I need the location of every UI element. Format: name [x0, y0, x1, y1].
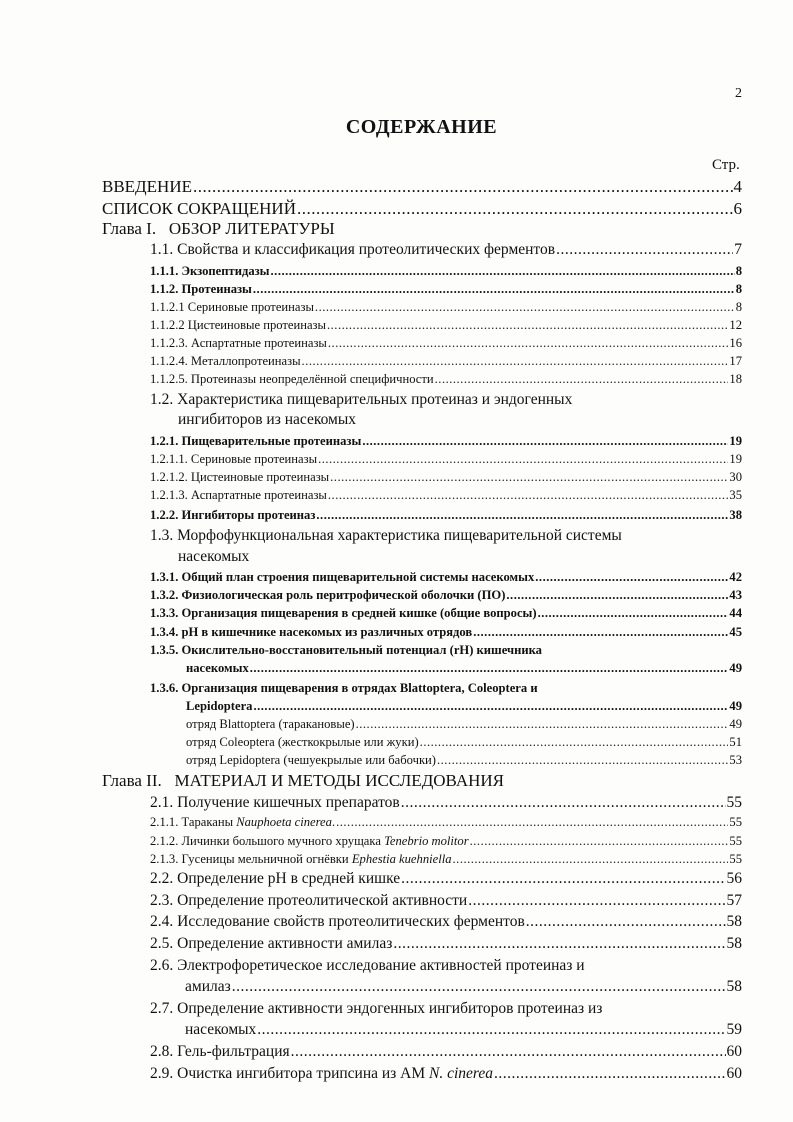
- toc-entry-1-1-2-4[interactable]: [150, 354, 742, 369]
- toc-entry-text: 1.2.1.2. Цистеиновые протеиназы: [150, 470, 330, 484]
- toc-entry-1-3-2[interactable]: [150, 588, 742, 603]
- toc-entry-text: 1.3.3. Организация пищеварения в средней кишке (общие вопросы): [150, 606, 537, 620]
- toc-entry-1-1-2-5[interactable]: [150, 372, 742, 387]
- toc-entry-text: Lepidoptera: [186, 699, 253, 713]
- toc-entry-text: насекомых: [186, 661, 249, 675]
- toc-entry-1-2-1-3[interactable]: [150, 488, 742, 503]
- toc-entry-2-1-3[interactable]: [150, 852, 742, 867]
- toc-entry-page: 7: [734, 241, 742, 258]
- toc-entry-text: отряд Lepidoptera (чешуекрылые или бабочки): [186, 753, 436, 767]
- toc-entry-text: 2.3. Определение протеолитической активности: [150, 892, 468, 909]
- toc-entry-text: 2.2. Определение pH в средней кишке: [150, 870, 401, 887]
- toc-entry-page: 19: [729, 434, 742, 448]
- toc-entry-text: 2.8. Гель-фильтрация: [150, 1043, 290, 1060]
- toc-entry-2-8[interactable]: [150, 1043, 742, 1061]
- toc-entry-1-3-5-line1[interactable]: 1.3.5. Окислительно-восстановительный потенциал (rH) кишечника: [150, 643, 542, 657]
- toc-entry-text: 1.1.2.3. Аспартатные протеиназы: [150, 336, 327, 350]
- toc-entry-page: 4: [733, 177, 742, 196]
- toc-entry-2-9[interactable]: [150, 1065, 742, 1083]
- toc-entry-1-2-2[interactable]: [150, 508, 742, 523]
- species-name: N. cinerea: [429, 1065, 494, 1082]
- toc-entry-2-1-2[interactable]: [150, 834, 742, 849]
- toc-entry-text: 1.1. Свойства и классификация протеолитических ферментов: [150, 241, 556, 258]
- toc-entry-1-3-line2[interactable]: насекомых: [178, 548, 250, 565]
- toc-entry-page: 8: [735, 264, 742, 278]
- toc-entry-1-2-1-2[interactable]: [150, 470, 742, 485]
- toc-entry-text: 1.3.4. pH в кишечнике насекомых из различных отрядов: [150, 625, 473, 639]
- toc-entry-1-3-4[interactable]: [150, 625, 742, 640]
- toc-entry-text: 1.1.2.4. Металлопротеиназы: [150, 354, 301, 368]
- chapter-1-heading: Глава I. ОБЗОР ЛИТЕРАТУРЫ: [102, 219, 335, 238]
- toc-entry-text: 1.2.1.3. Аспартатные протеиназы: [150, 488, 327, 502]
- toc-entry-order-coleoptera[interactable]: [186, 735, 742, 750]
- toc-entry-2-6[interactable]: [185, 978, 742, 996]
- toc-entry-2-1[interactable]: [150, 794, 742, 812]
- page-title: СОДЕРЖАНИЕ: [345, 116, 498, 138]
- toc-entry-page: 58: [726, 913, 742, 930]
- toc-entry-page: 8: [735, 282, 742, 296]
- toc-entry-1-1[interactable]: [150, 241, 742, 259]
- toc-entry-text: СПИСОК СОКРАЩЕНИЙ: [102, 199, 296, 218]
- toc-entry-page: 49: [729, 699, 742, 713]
- toc-entry-page: 19: [729, 452, 742, 466]
- toc-entry-text: 2.1.2. Личинки большого мучного хрущака Tenebrio molitor: [150, 834, 469, 848]
- toc-entry-2-1-1[interactable]: [150, 815, 742, 830]
- toc-entry-text: 1.1.2. Протеиназы: [150, 282, 252, 296]
- toc-entry-1-3-6-line1[interactable]: 1.3.6. Организация пищеварения в отрядах Blattoptera, Coleoptera и: [150, 681, 538, 695]
- toc-entry-page: 49: [729, 661, 742, 675]
- toc-entry-page: 56: [726, 870, 742, 887]
- toc-entry-page: 44: [729, 606, 742, 620]
- toc-entry-text: 2.1. Получение кишечных препаратов: [150, 794, 400, 811]
- page-column-label: Стр.: [712, 157, 740, 173]
- toc-entry-text: 1.3.1. Общий план строения пищеварительной системы насекомых: [150, 570, 535, 584]
- toc-entry-1-1-2-3[interactable]: [150, 336, 742, 351]
- page-number: 2: [735, 86, 742, 101]
- toc-entry-text: 2.4. Исследование свойств протеолитических ферментов: [150, 913, 525, 930]
- toc-entry-page: 8: [735, 300, 742, 314]
- toc-entry-order-blattoptera[interactable]: [186, 717, 742, 732]
- toc-entry-abbreviations[interactable]: [102, 199, 742, 219]
- toc-entry-page: 57: [726, 892, 742, 909]
- toc-entry-text: отряд Blattoptera (таракановые): [186, 717, 355, 731]
- toc-entry-1-2-1-1[interactable]: [150, 452, 742, 467]
- toc-entry-page: 18: [729, 372, 742, 386]
- toc-entry-text: 1.1.2.1 Сериновые протеиназы: [150, 300, 314, 314]
- species-name: Ephestia kuehniella: [351, 852, 452, 866]
- toc-entry-text: 2.1.3. Гусеницы мельничной огнёвки Ephestia kuehniella: [150, 852, 452, 866]
- toc-entry-text: 1.2.2. Ингибиторы протеиназ: [150, 508, 316, 522]
- toc-entry-1-1-2[interactable]: [150, 282, 742, 297]
- toc-entry-page: 35: [729, 488, 742, 502]
- toc-entry-page: 16: [729, 336, 742, 350]
- toc-entry-text: 1.1.2.5. Протеиназы неопределённой специфичности: [150, 372, 434, 386]
- toc-entry-page: 53: [729, 753, 742, 767]
- toc-entry-1-3-5[interactable]: [186, 661, 742, 676]
- toc-entry-intro[interactable]: [102, 177, 742, 197]
- toc-entry-text: 2.9. Очистка ингибитора трипсина из АМ N. cinerea: [150, 1065, 494, 1082]
- toc-entry-text: ВВЕДЕНИЕ: [102, 177, 192, 196]
- toc-entry-text: 1.1.1. Экзопептидазы: [150, 264, 270, 278]
- toc-entry-page: 49: [729, 717, 742, 731]
- toc-entry-text: 1.2.1. Пищеварительные протеиназы: [150, 434, 362, 448]
- toc-entry-1-2-1[interactable]: [150, 434, 742, 449]
- toc-entry-text: отряд Coleoptera (жесткокрылые или жуки): [186, 735, 419, 749]
- toc-entry-2-4[interactable]: [150, 913, 742, 931]
- toc-entry-1-3-1[interactable]: [150, 570, 742, 585]
- toc-entry-order-lepidoptera[interactable]: [186, 753, 742, 768]
- toc-entry-page: 60: [726, 1065, 742, 1082]
- toc-entry-text: 2.1.1. Тараканы Nauphoeta cinerea.: [150, 815, 336, 829]
- toc-entry-1-3-6[interactable]: [186, 699, 742, 714]
- toc-entry-2-6-line1[interactable]: 2.6. Электрофоретическое исследование активностей протеиназ и: [150, 957, 585, 974]
- toc-entry-1-1-1[interactable]: [150, 264, 742, 279]
- toc-entry-page: 58: [726, 978, 742, 995]
- toc-entry-page: 55: [729, 834, 742, 848]
- toc-entry-1-3-line1[interactable]: 1.3. Морфофункциональная характеристика пищеварительной системы: [150, 527, 622, 544]
- toc-entry-page: 51: [729, 735, 742, 749]
- toc-entry-2-7-line1[interactable]: 2.7. Определение активности эндогенных ингибиторов протеиназ из: [150, 1000, 603, 1017]
- toc-entry-text: 1.3.2. Физиологическая роль перитрофической оболочки (ПО): [150, 588, 506, 602]
- toc-entry-page: 58: [726, 935, 742, 952]
- toc-entry-1-2-line1[interactable]: 1.2. Характеристика пищеварительных протеиназ и эндогенных: [150, 391, 573, 408]
- toc-entry-page: 59: [726, 1021, 742, 1038]
- toc-entry-page: 17: [729, 354, 742, 368]
- toc-entry-1-1-2-2[interactable]: [150, 318, 742, 333]
- toc-entry-2-3[interactable]: [150, 892, 742, 910]
- toc-entry-1-3-3[interactable]: [150, 606, 742, 621]
- toc-entry-text: амилаз: [185, 978, 231, 995]
- toc-entry-text: 1.1.2.2 Цистеиновые протеиназы: [150, 318, 326, 332]
- toc-entry-page: 30: [729, 470, 742, 484]
- toc-entry-page: 43: [729, 588, 742, 602]
- toc-entry-page: 12: [729, 318, 742, 332]
- toc-entry-text: 1.2.1.1. Сериновые протеиназы: [150, 452, 318, 466]
- chapter-2-heading: Глава II. МАТЕРИАЛ И МЕТОДЫ ИССЛЕДОВАНИЯ: [102, 771, 504, 790]
- toc-entry-page: 55: [726, 794, 742, 811]
- toc-entry-2-2[interactable]: [150, 870, 742, 888]
- toc-entry-page: 42: [729, 570, 742, 584]
- toc-entry-1-2-line2[interactable]: ингибиторов из насекомых: [178, 411, 357, 428]
- toc-entry-text: насекомых: [185, 1021, 257, 1038]
- toc-entry-1-1-2-1[interactable]: [150, 300, 742, 315]
- toc-entry-2-7[interactable]: [185, 1021, 742, 1039]
- toc-entry-page: 38: [729, 508, 742, 522]
- species-name: Tenebrio molitor: [384, 834, 469, 848]
- toc-entry-page: 45: [729, 625, 742, 639]
- species-name: Nauphoeta cinerea: [236, 815, 332, 829]
- toc-entry-text: 2.5. Определение активности амилаз: [150, 935, 393, 952]
- toc-entry-2-5[interactable]: [150, 935, 742, 953]
- toc-entry-page: 60: [726, 1043, 742, 1060]
- toc-entry-page: 55: [729, 852, 742, 866]
- toc-entry-page: 55: [729, 815, 742, 829]
- toc-entry-page: 6: [733, 199, 742, 218]
